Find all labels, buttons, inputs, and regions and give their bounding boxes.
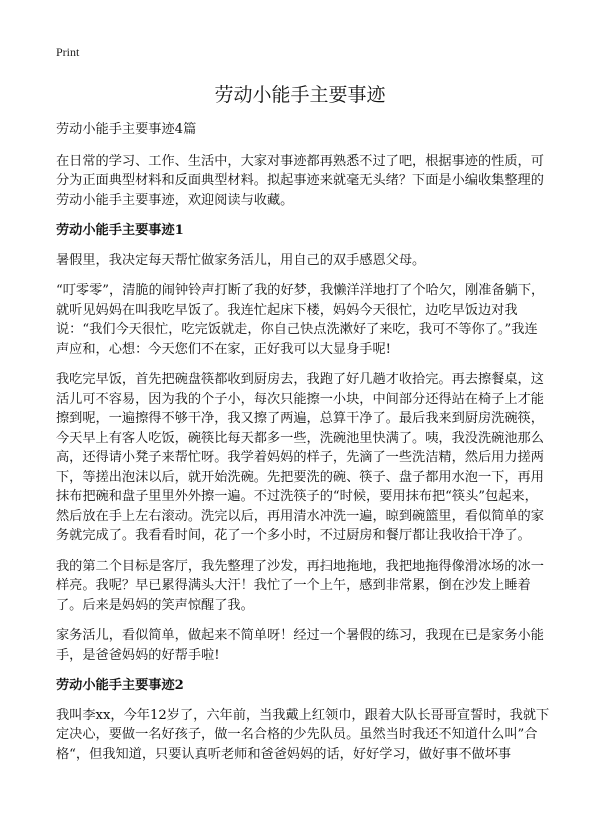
section-2-paragraph-1: 我叫李xx，今年12岁了，六年前，当我戴上红领巾，跟着大队长哥哥宣誓时，我就下定决心，要做一名好孩子，做一名合格的少先队员。虽然当时我还不知道什么叫”合格“，但我知道，只要认真听老师和爸爸妈妈的话，好好学习，做好事不做坏事 [56,707,550,762]
section-1-paragraph-2: “叮零零”，清脆的闹钟铃声打断了我的好梦，我懒洋洋地打了个哈欠，刚准备躺下，就听见妈妈在叫我吃早饭了。我连忙起床下楼，妈妈今天很忙，边吃早饭边对我说：“我们今天很忙，吃完饭就走，你自己快点洗漱好了来吃，我可不等你了。”我连声应和，心想：今天您们不在家，正好我可以大显身手呢! [56,283,545,357]
section-1-paragraph-5: 家务活儿，看似简单，做起来不简单呀！经过一个暑假的练习，我现在已是家务小能手，是爸爸妈妈的好帮手啦! [56,628,544,663]
section-1-paragraph-3: 我吃完早饭，首先把碗盘筷都收到厨房去，我跑了好几趟才收拾完。再去擦餐桌，这活儿可不容易，因为我的个子小，每次只能擦一小块，中间部分还得站在椅子上才能擦到呢，一遍擦得不够干净，我又擦了两遍，总算干净了。最后我来到厨房洗碗筷，今天早上有客人吃饭，碗筷比每天都多一些，洗碗池里快满了。咦，我没洗碗池那么高，还得请小凳子来帮忙呀。我学着妈妈的样子，先滴了一些洗洁精，然后用力搓两下，等搓出泡沫以后，就开始洗碗。先把要洗的碗、筷子、盘子都用水泡一下，再用抹布把碗和盘子里里外外擦一遍。不过洗筷子的“时候，要用抹布把“筷头”包起来，然后放在手上左右滚动。洗完以后，再用清水冲洗一遍，晾到碗篮里，看似简单的家务就完成了。我看看时间，花了一个多小时，不过厨房和餐厅都让我收拾干净了。 [56,372,544,543]
article-body [56,120,550,775]
section-1-paragraph-4: 我的第二个目标是客厅，我先整理了沙发，再扫地拖地，我把地拖得像滑冰场的冰一样亮。我呢？早已累得满头大汗！我忙了一个上午，感到非常累，倒在沙发上睡着了。后来是妈妈的笑声惊醒了我。 [56,558,544,613]
section-heading-1: 劳动小能手主要事迹1 [56,223,184,238]
print-link[interactable]: Print [56,45,80,59]
section-1-paragraph-1: 暑假里，我决定每天帮忙做家务活儿，用自己的双手感恩父母。 [56,252,426,268]
page-title: 劳动小能手主要事迹 [214,84,386,106]
section-heading-2: 劳动小能手主要事迹2 [56,678,184,693]
intro-paragraph: 在日常的学习、工作、生活中，大家对事迹都再熟悉不过了吧，根据事迹的性质，可分为正面典型材料和反面典型材料。拟起事迹来就毫无头绪？下面是小编收集整理的劳动小能手主要事迹，欢迎阅读与收藏。 [56,153,544,208]
article-subtitle: 劳动小能手主要事迹4篇 [56,122,197,137]
